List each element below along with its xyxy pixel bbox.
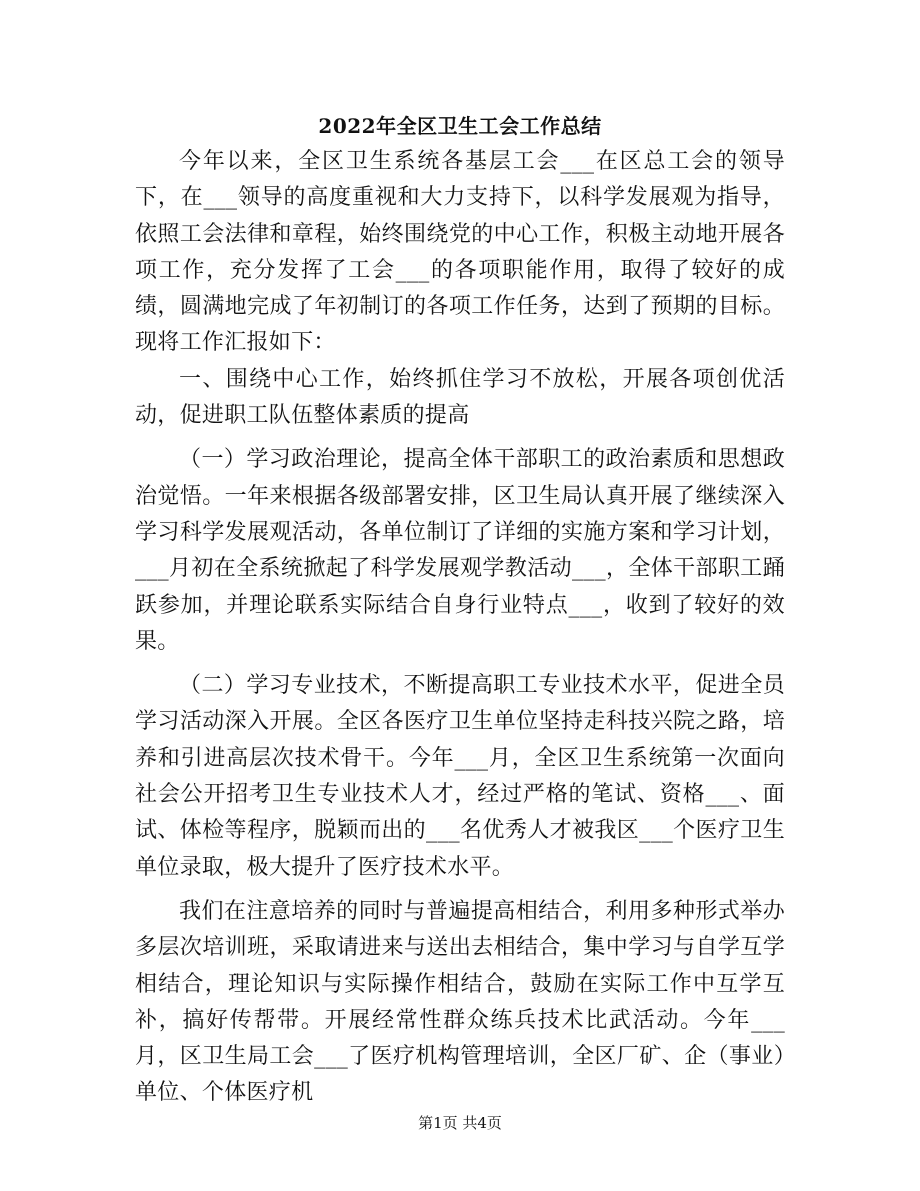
- paragraph-intro: 今年以来，全区卫生系统各基层工会___在区总工会的领导下，在___领导的高度重视和大力支持下，以科学发展观为指导，依照工会法律和章程，始终围绕党的中心工作，积极主动地开展各项工作，充分发挥了工会___的各项职能作用，取得了较好的成绩，圆满地完成了年初制订的各项工作任务，达到了预期的目标。现将工作汇报如下：: [135, 149, 785, 356]
- document-title: 2022年全区卫生工会工作总结: [318, 114, 602, 138]
- document-body: [135, 144, 785, 1112]
- page-number: 第1页 共4页: [418, 1114, 502, 1132]
- paragraph-subsection-1: （一）学习政治理论，提高全体干部职工的政治素质和思想政治觉悟。一年来根据各级部署安排，区卫生局认真开展了继续深入学习科学发展观活动，各单位制订了详细的实施方案和学习计划，___月初在全系统掀起了科学发展观学教活动___，全体干部职工踊跃参加，并理论联系实际结合自身行业特点___，收到了较好的效果。: [135, 447, 785, 654]
- paragraph-training: 我们在注意培养的同时与普遍提高相结合，利用多种形式举办多层次培训班，采取请进来与送出去相结合，集中学习与自学互学相结合，理论知识与实际操作相结合，鼓励在实际工作中互学互补，搞好传帮带。开展经常性群众练兵技术比武活动。今年___月，区卫生局工会___了医疗机构管理培训，全区厂矿、企（事业）单位、个体医疗机: [135, 898, 785, 1106]
- section-heading-1: 一、围绕中心工作，始终抓住学习不放松，开展各项创优活动，促进职工队伍整体素质的提高: [135, 366, 785, 429]
- paragraph-subsection-2: （二）学习专业技术，不断提高职工专业技术水平，促进全员学习活动深入开展。全区各医疗卫生单位坚持走科技兴院之路，培养和引进高层次技术骨干。今年___月，全区卫生系统第一次面向社会公开招考卫生专业技术人才，经过严格的笔试、资格___、面试、体检等程序，脱颖而出的___名优秀人才被我区___个医疗卫生单位录取，极大提升了医疗技术水平。: [135, 673, 785, 880]
